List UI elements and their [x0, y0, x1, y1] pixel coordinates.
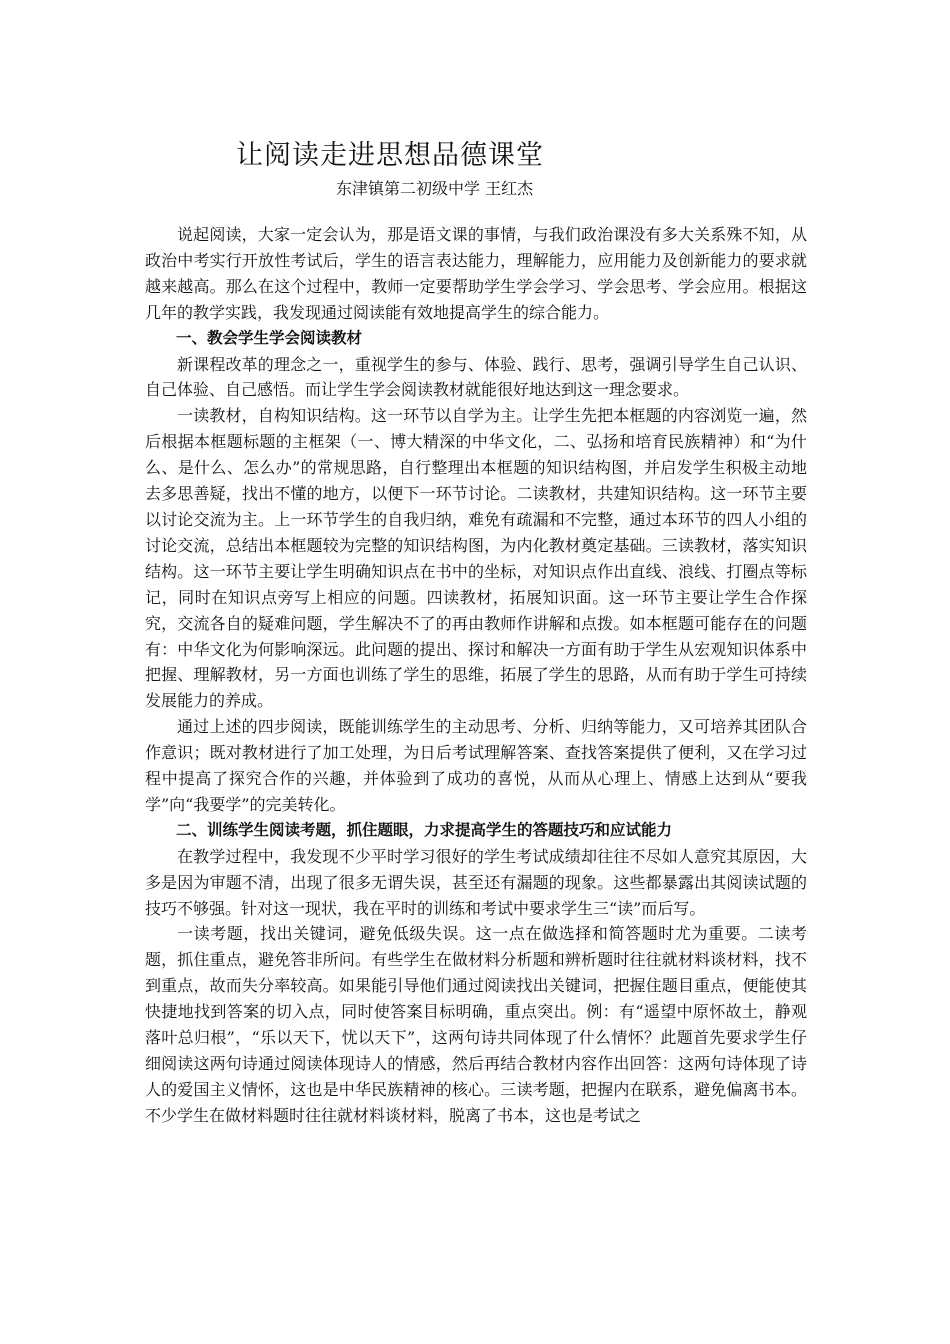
- paragraph: 通过上述的四步阅读，既能训练学生的主动思考、分析、归纳等能力，又可培养其团队合作意识；既对教材进行了加工处理，为日后考试理解答案、查找答案提供了便利，又在学习过程中提高了探究合作的兴趣，并体验到了成功的喜悦，从而从心理上、情感上达到从“要我学”向“我要学”的完美转化。: [145, 717, 807, 814]
- author-byline: 东津镇第二初级中学 王红杰: [336, 179, 534, 198]
- paragraph: 新课程改革的理念之一，重视学生的参与、体验、践行、思考，强调引导学生自己认识、自己体验、自己感悟。而让学生学会阅读教材就能很好地达到这一理念要求。: [145, 354, 807, 400]
- document-body: [145, 222, 807, 1129]
- section-heading-2: 二、训练学生阅读考题，抓住题眼，力求提高学生的答题技巧和应试能力: [176, 820, 673, 839]
- document-title: 让阅读走进思想品德课堂: [236, 140, 544, 171]
- paragraph: 一读教材，自构知识结构。这一环节以自学为主。让学生先把本框题的内容浏览一遍，然后根据本框题标题的主框架（一、博大精深的中华文化，二、弘扬和培育民族精神）和“为什么、是什么、怎么办”的常规思路，自行整理出本框题的知识结构图，并启发学生积极主动地去多思善疑，找出不懂的地方，以便下一环节讨论。二读教材，共建知识结构。这一环节主要以讨论交流为主。上一环节学生的自我归纳，难免有疏漏和不完整，通过本环节的四人小组的讨论交流，总结出本框题较为完整的知识结构图，为内化教材奠定基础。三读教材，落实知识结构。这一环节主要让学生明确知识点在书中的坐标，对知识点作出直线、浪线、打圈点等标记，同时在知识点旁写上相应的问题。四读教材，拓展知识面。这一环节主要让学生合作探究，交流各自的疑难问题，学生解决不了的再由教师作讲解和点拨。如本框题可能存在的问题有：中华文化为何影响深远。此问题的提出、探讨和解决一方面有助于学生从宏观知识体系中把握、理解教材，另一方面也训练了学生的思维，拓展了学生的思路，从而有助于学生可持续发展能力的养成。: [145, 406, 807, 711]
- section-heading-1: 一、教会学生学会阅读教材: [176, 328, 363, 347]
- paragraph: 在教学过程中，我发现不少平时学习很好的学生考试成绩却往往不尽如人意究其原因，大多是因为审题不清，出现了很多无谓失误，甚至还有漏题的现象。这些都暴露出其阅读试题的技巧不够强。针对这一现状，我在平时的训练和考试中要求学生三“读”而后写。: [145, 846, 807, 918]
- paragraph: 一读考题，找出关键词，避免低级失误。这一点在做选择和简答题时尤为重要。二读考题，抓住重点，避免答非所问。有些学生在做材料分析题和辨析题时往往就材料谈材料，找不到重点，故而失分率较高。如果能引导他们通过阅读找出关键词，把握住题目重点，便能使其快捷地找到答案的切入点，同时使答案目标明确，重点突出。例：有“遥望中原怀故土，静观落叶总归根”，“乐以天下，忧以天下”，这两句诗共同体现了什么情怀？此题首先要求学生仔细阅读这两句诗通过阅读体现诗人的情感，然后再结合教材内容作出回答：这两句诗体现了诗人的爱国主义情怀，这也是中华民族精神的核心。三读考题，把握内在联系，避免偏离书本。不少学生在做材料题时往往就材料谈材料，脱离了书本，这也是考试之: [145, 924, 807, 1125]
- paragraph-intro: 说起阅读，大家一定会认为，那是语文课的事情，与我们政治课没有多大关系殊不知，从政治中考实行开放性考试后，学生的语言表达能力，理解能力，应用能力及创新能力的要求就越来越高。那么在这个过程中，教师一定要帮助学生学会学习、学会思考、学会应用。根据这几年的教学实践，我发现通过阅读能有效地提高学生的综合能力。: [145, 225, 807, 322]
